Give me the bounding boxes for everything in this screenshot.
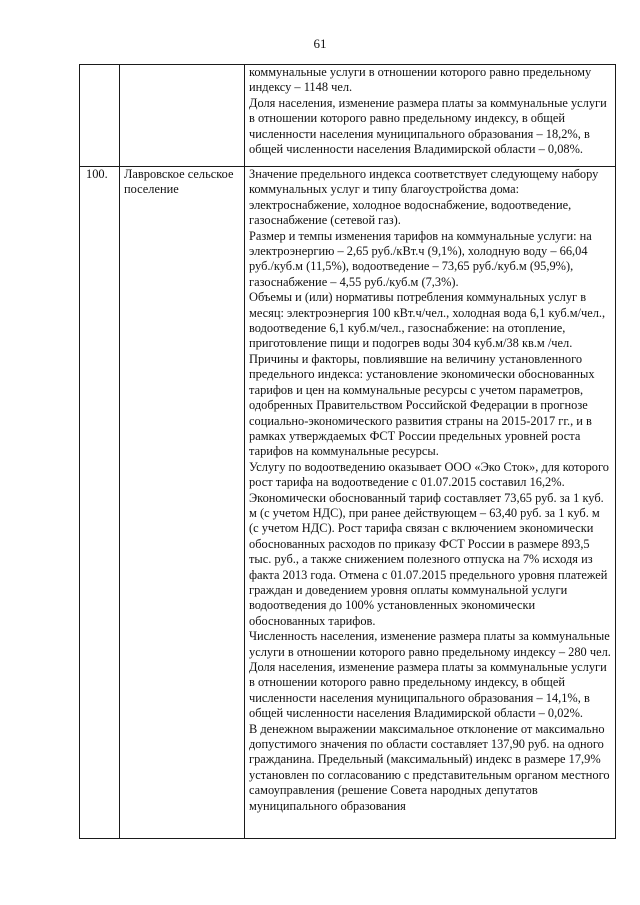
page-number: 61: [313, 36, 327, 51]
description-cell: [245, 65, 616, 167]
row-number-cell: [80, 65, 120, 167]
description-paragraph: Численность населения, изменение размера платы за коммунальные услуги в отношении которого равно предельному индексу – 280 чел.: [249, 629, 611, 659]
description-paragraph: Значение предельного индекса соответствует следующему набору коммунальных услуг и типу благоустройства дома: электроснабжение, холодное водоснабжение, водоотведение, газоснабжение (сетевой газ).: [249, 167, 599, 228]
description-paragraph: коммунальные услуги в отношении которого равно предельному индексу – 1148 чел.: [249, 65, 592, 95]
table-row: [80, 65, 616, 167]
description-paragraph: Доля населения, изменение размера платы за коммунальные услуги в отношении которого равно предельному индексу, в общей численности населения муниципального образования – 18,2%, в общей численности населения Владимирской области – 0,08%.: [249, 95, 607, 157]
description-paragraph: Доля населения, изменение размера платы за коммунальные услуги в отношении которого равно предельному индексу, в общей численности населения муниципального образования – 14,1%, в общей численности населения Владимирской области – 0,02%.: [249, 660, 607, 721]
description-cell: [245, 167, 616, 839]
description-paragraph: Размер и темпы изменения тарифов на коммунальные услуги: на электроэнергию – 2,65 руб./кВт.ч (9,1%), холодную воду – 66,04 руб./куб.м (11,5%), водоотведение – 73,65 руб./куб.м (95,9%), газоснабжение – 4,55 руб./куб.м (7,3%).: [249, 228, 592, 289]
description-paragraph: Причины и факторы, повлиявшие на величину установленного предельного индекса: установление экономически обоснованных тарифов и цен на коммунальные ресурсы с учетом параметров, одобренных Правительством Российской Федерации в прогнозе социально-экономического развития страны на 2015-2017 гг., и в рамках утверждаемых ФСТ России предельных уровней роста тарифов на коммунальные ресурсы.: [249, 351, 595, 459]
settlement-name-cell: Лавровское сельское поселение: [120, 167, 245, 839]
settlement-name-cell: [120, 65, 245, 167]
description-paragraph: Услугу по водоотведению оказывает ООО «Эко Сток», для которого рост тарифа на водоотведение с 01.07.2015 составил 16,2%. Экономически обоснованный тариф составляет 73,65 руб. за 1 куб. м (с учетом НДС), при ранее действующем – 63,40 руб. за 1 куб. м (с учетом НДС). Рост тарифа связан с включением экономически обоснованных расходов по приказу ФСТ России в размере 893,5 тыс. руб., а также снижением полезного отпуска на 7% исходя из факта 2013 года. Отмена с 01.07.2015 предельного уровня платежей граждан и доведением уровня оплаты коммунальной услуги водоотведения до 100% установленных экономически обоснованных тарифов.: [249, 459, 609, 628]
description-paragraph: В денежном выражении максимальное отклонение от максимально допустимого значения по области составляет 137,90 руб. на одного гражданина. Предельный (максимальный) индекс в размере 17,9% установлен по согласованию с представительным органом местного самоуправления (решение Совета народных депутатов муниципального образования: [249, 721, 610, 813]
table-row: [80, 167, 616, 839]
row-number-cell: 100.: [80, 167, 120, 839]
document-table: [79, 64, 616, 839]
description-paragraph: Объемы и (или) нормативы потребления коммунальных услуг в месяц: электроэнергия 100 кВт.ч/чел., холодная вода 6,1 куб.м/чел., водоотведение 6,1 куб.м/чел., газоснабжение: на отопление, приготовление пищи и подогрев воды 304 куб.м/38 кв.м /чел.: [249, 290, 606, 351]
